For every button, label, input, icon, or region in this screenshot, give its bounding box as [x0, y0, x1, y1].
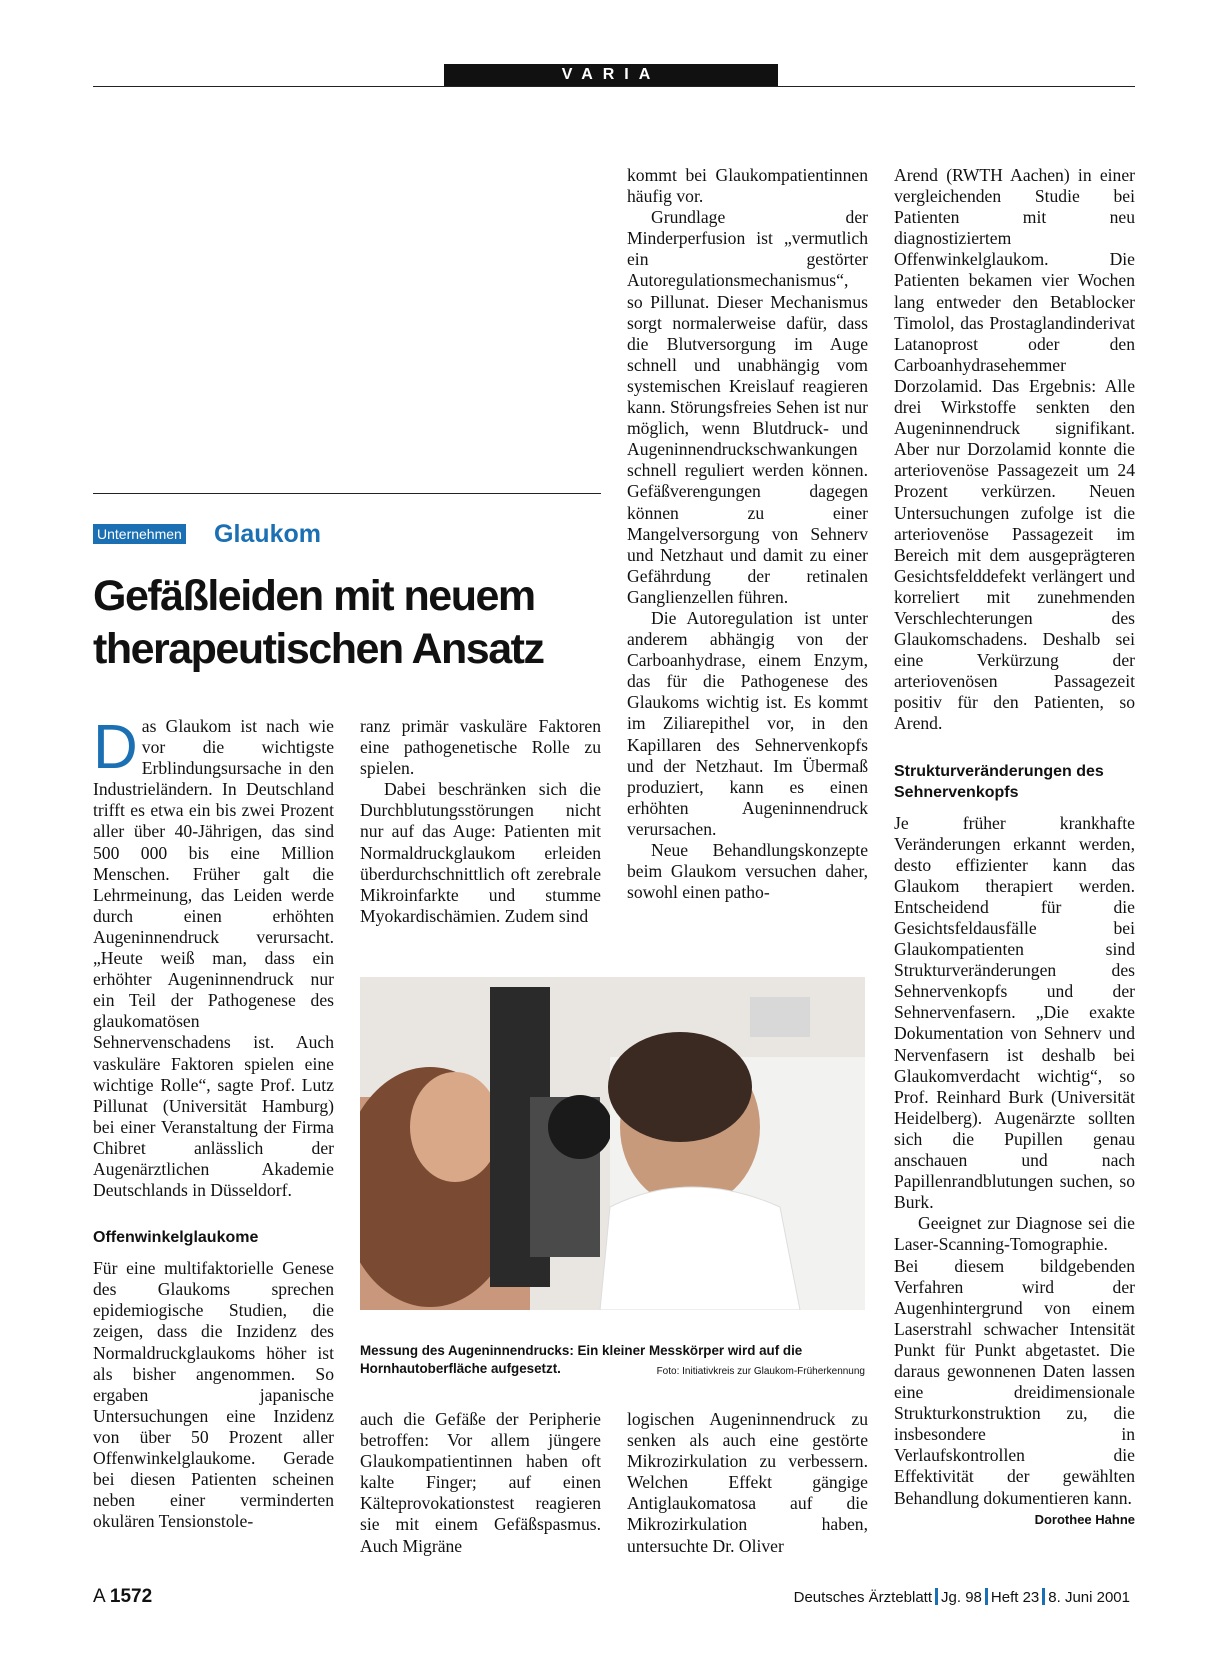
paragraph: Arend (RWTH Aachen) in einer vergleichenden Studie bei Patienten mit neu diagnostiziertem Offenwinkelglaukom. Die Patienten bekamen vier Wochen lang entweder den Betablocker Timolol, das Prostaglandinderivat Latanoprost oder den Carboanhydrasehemmer Dorzolamid. Das Ergebnis: Alle drei Wirkstoffe senkten den Augeninnendruck signifikant. Aber nur Dorzolamid konnte die arteriovenöse Passagezeit um 24 Prozent verkürzen. Neuen Untersuchungen zufolge ist die arteriovenöse Passagezeit im Bereich mit dem ausgeprägteren Gesichtsfelddefekt verlängert und korreliert mit zunehmenden Verschlechterungen des Glaukomschadens. Deshalb sei eine Verkürzung der arteriovenösen Passagezeit positiv für den Patienten, so Arend.: [894, 165, 1135, 734]
journal-volume: Jg. 98: [941, 1589, 982, 1606]
column-1: [93, 713, 334, 1532]
column-3-bottom: [627, 1409, 868, 1557]
paragraph: Dabei beschränken sich die Durchblutungsstörungen nicht nur auf das Auge: Patienten mit Normaldruckglaukom erleiden überdurchschnittlich oft zerebrale Mikroinfarkte und stumme Myokardischämien. Zudem sind: [360, 779, 601, 926]
article-author: Dorothee Hahne: [1034, 1511, 1135, 1527]
category-badge: Unternehmen: [93, 524, 186, 544]
journal-issue: Heft 23: [990, 1589, 1040, 1606]
subheading-strukturveraenderungen: Strukturveränderungen des Sehnervenkopfs: [894, 762, 1104, 801]
column-3-top: [627, 165, 868, 903]
article-headline: Gefäßleiden mit neuem therapeutischen Ansatz: [93, 572, 544, 673]
headline-rule: [93, 493, 601, 494]
journal-date: 8. Juni 2001: [1048, 1589, 1130, 1606]
column-2-top: [360, 716, 601, 927]
journal-name: Deutsches Ärzteblatt: [793, 1589, 933, 1606]
article-topic: Glaukom: [214, 520, 321, 548]
photo-credit: Foto: Initiativkreis zur Glaukom-Früherkennung: [656, 1366, 865, 1377]
paragraph: Für eine multifaktorielle Genese des Glaukoms sprechen epidemiogische Studien, die zeigen, dass die Inzidenz des Normaldruckglaukoms höher ist als bisher angenommen. So ergaben japanische Untersuchungen eine Inzidenz von über 50 Prozent aller Offenwinkelglaukome. Gerade bei diesen Patienten scheinen neben einer verminderten okulären Tensionstole-: [93, 1258, 334, 1532]
column-4: [894, 165, 1135, 1530]
paragraph: kommt bei Glaukompatientinnen häufig vor.: [627, 165, 868, 207]
paragraph: Je früher krankhafte Veränderungen erkannt werden, desto effizienter kann das Glaukom therapiert werden. Entscheidend für die Gesichtsfeldausfälle bei Glaukompatienten sind Strukturveränderungen des Sehnervenkopfs und der Sehnervenfasern. „Die exakte Dokumentation von Sehnerv und Nervenfasern ist deshalb bei Glaukomverdacht wichtig“, so Prof. Reinhard Burk (Universität Heidelberg). Augenärzte sollten sich die Pupillen genau anschauen und nach Papillenrandblutungen suchen, so Burk.: [894, 812, 1135, 1213]
paragraph: auch die Gefäße der Peripherie betroffen: Vor allem jüngere Glaukompatientinnen haben oft kalte Finger; auf einen Kälteprovokationstest reagieren sie mit einem Gefäßspasmus. Auch Migräne: [360, 1409, 601, 1556]
paragraph: ranz primär vaskuläre Faktoren eine pathogenetische Rolle zu spielen.: [360, 716, 601, 779]
page-number: A 1572: [93, 1586, 153, 1607]
drop-cap: D: [93, 713, 138, 782]
paragraph: Grundlage der Minderperfusion ist „vermutlich ein gestörter Autoregulationsmechanismus“, so Pillunat. Dieser Mechanismus sorgt normalerweise dafür, dass die Blutversorgung im Auge schnell und unabhängig vom systemischen Kreislauf reagieren kann. Störungsfreies Sehen ist nur möglich, wenn Blutdruck- und Augeninnendruckschwankungen schnell reguliert werden können. Gefäßverengungen dagegen können zu einer Mangelversorgung von Sehnerv und Netzhaut und damit zu einer Gefährdung der retinalen Ganglienzellen führen.: [627, 207, 868, 607]
article-photo: [360, 977, 865, 1310]
paragraph: Die Autoregulation ist unter anderem abhängig von der Carboanhydrase, einem Enzym, das für die Pathogenese des Glaukoms wichtig ist. Es kommt im Ziliarepithel vor, in den Kapillaren des Sehnervenkopfs und der Netzhaut. Im Übermaß produziert, kann es einen erhöhten Augeninnendruck verursachen.: [627, 607, 868, 839]
photo-caption: Messung des Augeninnendrucks: Ein kleiner Messkörper wird auf die Hornhautoberfläche aufgesetzt. Foto: Initiativkreis zur Glaukom-Früherkennung: [360, 1342, 865, 1381]
paragraph: Neue Behandlungskonzepte beim Glaukom versuchen daher, sowohl einen patho-: [627, 840, 868, 903]
paragraph: Geeignet zur Diagnose sei die Laser-Scanning-Tomographie. Bei diesem bildgebenden Verfahren wird der Augenhintergrund von einem Laserstrahl schwacher Intensität Punkt für Punkt abgetastet. Die daraus gewonnenen Daten lassen eine dreidimensionale Strukturkonstruktion zu, die insbesondere in Verlaufskontrollen die Effektivität der gewählten Behandlung dokumentieren kann. Dorothee Hahne: [894, 1213, 1135, 1508]
paragraph: logischen Augeninnendruck zu senken als auch eine gestörte Mikrozirkulation zu verbessern. Welchen Effekt gängige Antiglaukomatosa auf die Mikrozirkulation haben, untersuchte Dr. Oliver: [627, 1409, 868, 1556]
section-label: VARIA: [444, 64, 778, 86]
intro-paragraph: Das Glaukom ist nach wie vor die wichtigste Erblindungsursache in den Industrieländern. In Deutschland trifft es etwa ein bis zwei Prozent aller über 40-Jährigen, das sind 500 000 bis eine Million Menschen. Früher galt die Lehrmeinung, das Leiden werde durch einen erhöhten Augeninnendruck verursacht. „Heute weiß man, dass ein erhöhter Augeninnendruck nur ein Teil der Pathogenese des glaukomatösen Sehnervenschadens ist. Auch vaskuläre Faktoren spielen eine wichtige Rolle“, sagte Prof. Lutz Pillunat (Universität Hamburg) bei einer Veranstaltung der Firma Chibret anlässlich der Augenärztlichen Akademie Deutschlands in Düsseldorf.: [93, 713, 334, 1201]
eye-exam-photo-illustration: [360, 977, 865, 1310]
header-rule: [93, 86, 1135, 87]
journal-footer: [794, 1588, 1130, 1606]
subheading-offenwinkelglaukome: Offenwinkelglaukome: [93, 1229, 259, 1247]
column-2-bottom: [360, 1409, 601, 1557]
